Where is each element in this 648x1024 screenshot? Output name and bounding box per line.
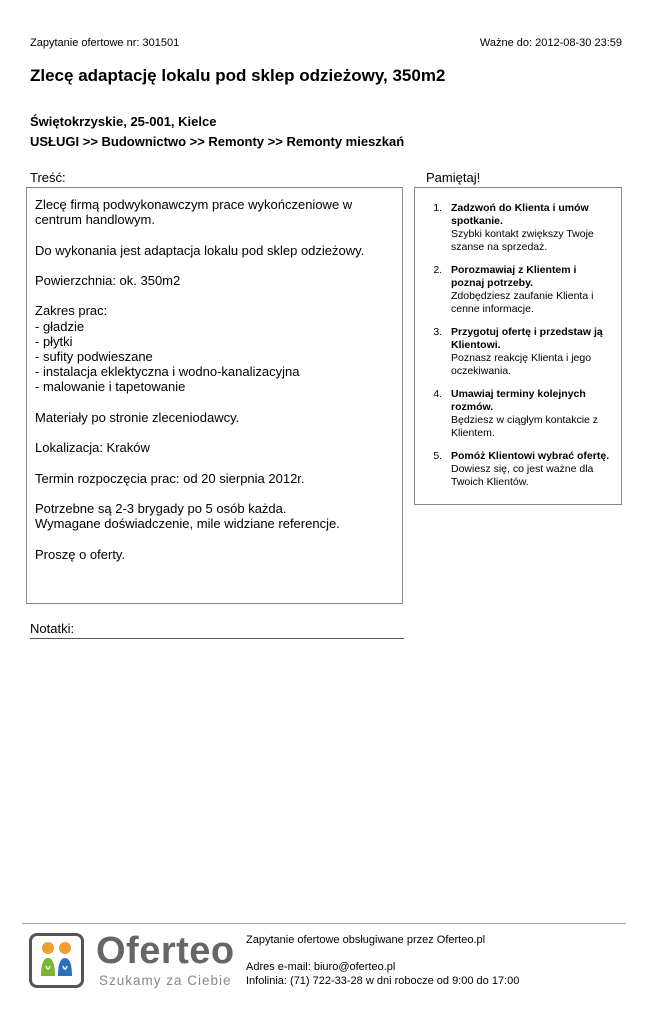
category-breadcrumb: USŁUGI >> Budownictwo >> Remonty >> Remonty mieszkań	[30, 134, 405, 149]
logo-tagline: Szukamy za Ciebie	[99, 973, 232, 988]
notes-line	[30, 638, 404, 639]
footer-divider	[22, 923, 626, 924]
tips-list	[415, 188, 621, 489]
service-line: Zapytanie ofertowe obsługiwane przez Oferteo.pl	[246, 934, 486, 946]
people-icon	[29, 933, 84, 988]
phone-line: Infolinia: (71) 722-33-28 w dni robocze od 9:00 do 17:00	[246, 974, 520, 987]
tip-item	[445, 326, 611, 378]
notes-label: Notatki:	[30, 621, 75, 636]
tip-title: 2. Porozmawiaj z Klientem i poznaj potrzeby.	[451, 264, 577, 289]
content-paragraph: Termin rozpoczęcia prac: od 20 sierpnia 2012r.	[35, 470, 305, 486]
tip-title: 4. Umawiaj terminy kolejnych rozmów.	[451, 388, 586, 413]
inquiry-number: Zapytanie ofertowe nr: 301501	[30, 37, 180, 49]
content-paragraph: Proszę o oferty.	[35, 546, 126, 562]
content-paragraph: Powierzchnia: ok. 350m2	[35, 272, 181, 288]
content-body	[27, 188, 402, 562]
content-paragraph: Lokalizacja: Kraków	[35, 440, 150, 456]
tip-text: Będziesz w ciągłym kontakcie z Klientem.	[451, 414, 599, 439]
tip-item	[445, 450, 611, 489]
content-paragraph: Do wykonania jest adaptacja lokalu pod sklep odzieżowy.	[35, 242, 365, 258]
tip-text: Poznasz reakcję Klienta i jego oczekiwania.	[451, 352, 592, 377]
location: Świętokrzyskie, 25-001, Kielce	[30, 114, 217, 129]
tip-title: 3. Przygotuj ofertę i przedstaw ją Klientowi.	[451, 326, 603, 351]
remember-box	[414, 187, 622, 505]
tip-item	[445, 202, 611, 254]
content-paragraph: Zlecę firmą podwykonawczym prace wykończeniowe w centrum handlowym.	[35, 197, 353, 228]
logo-wordmark: Oferteo	[96, 930, 235, 972]
tip-title: 1. Zadzwoń do Klienta i umów spotkanie.	[451, 202, 589, 227]
footer-info	[246, 934, 519, 988]
content-paragraph: Zakres prac: - gładzie - płytki - sufity podwieszane - instalacja eklektyczna i wodno-kanalizacyjna - malowanie i tapetowanie	[35, 303, 300, 395]
content-paragraph: Materiały po stronie zleceniodawcy.	[35, 409, 240, 425]
tip-text: Szybki kontakt zwiększy Twoje szanse na sprzedaż.	[451, 228, 594, 253]
tip-text: Zdobędziesz zaufanie Klienta i cenne informacje.	[451, 290, 594, 315]
page-title: Zlecę adaptację lokalu pod sklep odzieżowy, 350m2	[30, 66, 446, 85]
tip-title: 5. Pomóż Klientowi wybrać ofertę.	[451, 450, 610, 462]
content-paragraph: Potrzebne są 2-3 brygady po 5 osób każda. Wymagane doświadczenie, mile widziane referencje.	[35, 500, 340, 532]
remember-label: Pamiętaj!	[426, 170, 481, 185]
content-box	[26, 187, 403, 604]
oferteo-logo	[29, 931, 236, 991]
valid-until: Ważne do: 2012-08-30 23:59	[479, 37, 622, 49]
tip-item	[445, 388, 611, 440]
content-label: Treść:	[30, 170, 66, 185]
tip-item	[445, 264, 611, 316]
email-line: Adres e-mail: biuro@oferteo.pl	[246, 961, 396, 973]
tip-text: Dowiesz się, co jest ważne dla Twoich Klientów.	[451, 463, 594, 488]
